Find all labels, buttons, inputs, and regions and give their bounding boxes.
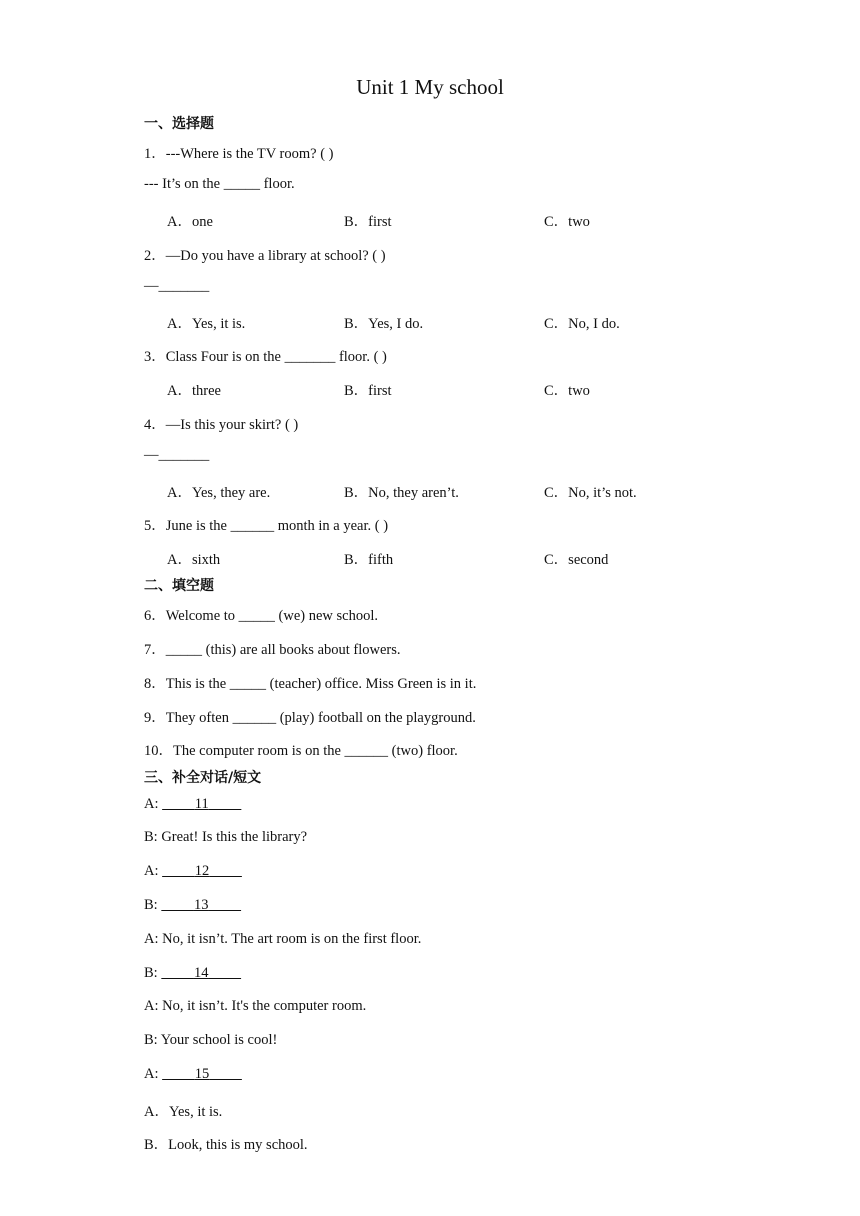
dialog-speaker: A:: [144, 863, 159, 879]
dialog-line-b-cool: B: Your school is cool!: [144, 1032, 278, 1048]
dialog-blank-14[interactable]: 14: [193, 965, 209, 981]
question-5-option-a[interactable]: A．sixth: [167, 552, 221, 568]
answer-option-a[interactable]: A．Yes, it is.: [144, 1104, 223, 1120]
dialog-speaker: B:: [144, 897, 158, 913]
question-3-option-c[interactable]: C．two: [544, 383, 590, 399]
answer-option-b[interactable]: B．Look, this is my school.: [144, 1137, 308, 1153]
dialog-line-13: [144, 897, 241, 914]
question-2-option-b[interactable]: B．Yes, I do.: [344, 316, 424, 332]
question-1-stem: 1．---Where is the TV room? ( ): [144, 146, 334, 162]
section-heading-dialog: 三、补全对话/短文: [144, 770, 262, 786]
question-2-option-a[interactable]: A．Yes, it is.: [167, 316, 246, 332]
dialog-blank-15[interactable]: 15: [194, 1066, 210, 1082]
dialog-blank-12[interactable]: 12: [194, 863, 210, 879]
question-4-answer-line: —_______: [144, 447, 210, 463]
question-4-option-c[interactable]: C．No, it’s not.: [544, 485, 637, 501]
question-1-option-a[interactable]: A．one: [167, 214, 213, 230]
question-4-option-b[interactable]: B．No, they aren’t.: [344, 485, 459, 501]
fill-question-7: 7．_____ (this) are all books about flowers.: [144, 642, 401, 658]
question-3-option-b[interactable]: B．first: [344, 383, 392, 399]
dialog-line-11: [144, 796, 241, 813]
question-2-stem: 2．—Do you have a library at school? ( ): [144, 248, 386, 264]
page-title: Unit 1 My school: [356, 75, 504, 99]
dialog-speaker: A:: [144, 796, 159, 812]
dialog-blank-11[interactable]: 11: [194, 796, 209, 812]
dialog-speaker: A:: [144, 1066, 159, 1082]
fill-question-6: 6．Welcome to _____ (we) new school.: [144, 608, 378, 624]
question-5-stem: 5．June is the ______ month in a year. ( ): [144, 518, 389, 534]
question-4-option-a[interactable]: A．Yes, they are.: [167, 485, 271, 501]
question-2-answer-line: —_______: [144, 278, 210, 294]
dialog-line-a-computer-room: A: No, it isn’t. It's the computer room.: [144, 998, 367, 1014]
question-1-option-b[interactable]: B．first: [344, 214, 392, 230]
question-5-option-b[interactable]: B．fifth: [344, 552, 394, 568]
question-1-option-c[interactable]: C．two: [544, 214, 590, 230]
section-heading-fill: 二、填空题: [144, 578, 214, 594]
dialog-speaker: B:: [144, 965, 158, 981]
fill-question-8: 8．This is the _____ (teacher) office. Miss Green is in it.: [144, 676, 477, 692]
question-3-stem: 3．Class Four is on the _______ floor. ( ): [144, 349, 387, 365]
question-2-option-c[interactable]: C．No, I do.: [544, 316, 620, 332]
question-4-stem: 4．—Is this your skirt? ( ): [144, 417, 299, 433]
dialog-line-14: [144, 965, 241, 982]
dialog-line-b-library: B: Great! Is this the library?: [144, 829, 308, 845]
section-heading-choice: 一、选择题: [144, 116, 214, 132]
question-1-answer-line: --- It’s on the _____ floor.: [144, 176, 295, 192]
dialog-line-15: [144, 1066, 242, 1083]
dialog-blank-13[interactable]: 13: [193, 897, 209, 913]
dialog-line-a-art-room: A: No, it isn’t. The art room is on the first floor.: [144, 931, 422, 947]
dialog-line-12: [144, 863, 242, 880]
fill-question-10: 10．The computer room is on the ______ (two) floor.: [144, 743, 458, 759]
fill-question-9: 9．They often ______ (play) football on the playground.: [144, 710, 476, 726]
question-3-option-a[interactable]: A．three: [167, 383, 221, 399]
question-5-option-c[interactable]: C．second: [544, 552, 609, 568]
